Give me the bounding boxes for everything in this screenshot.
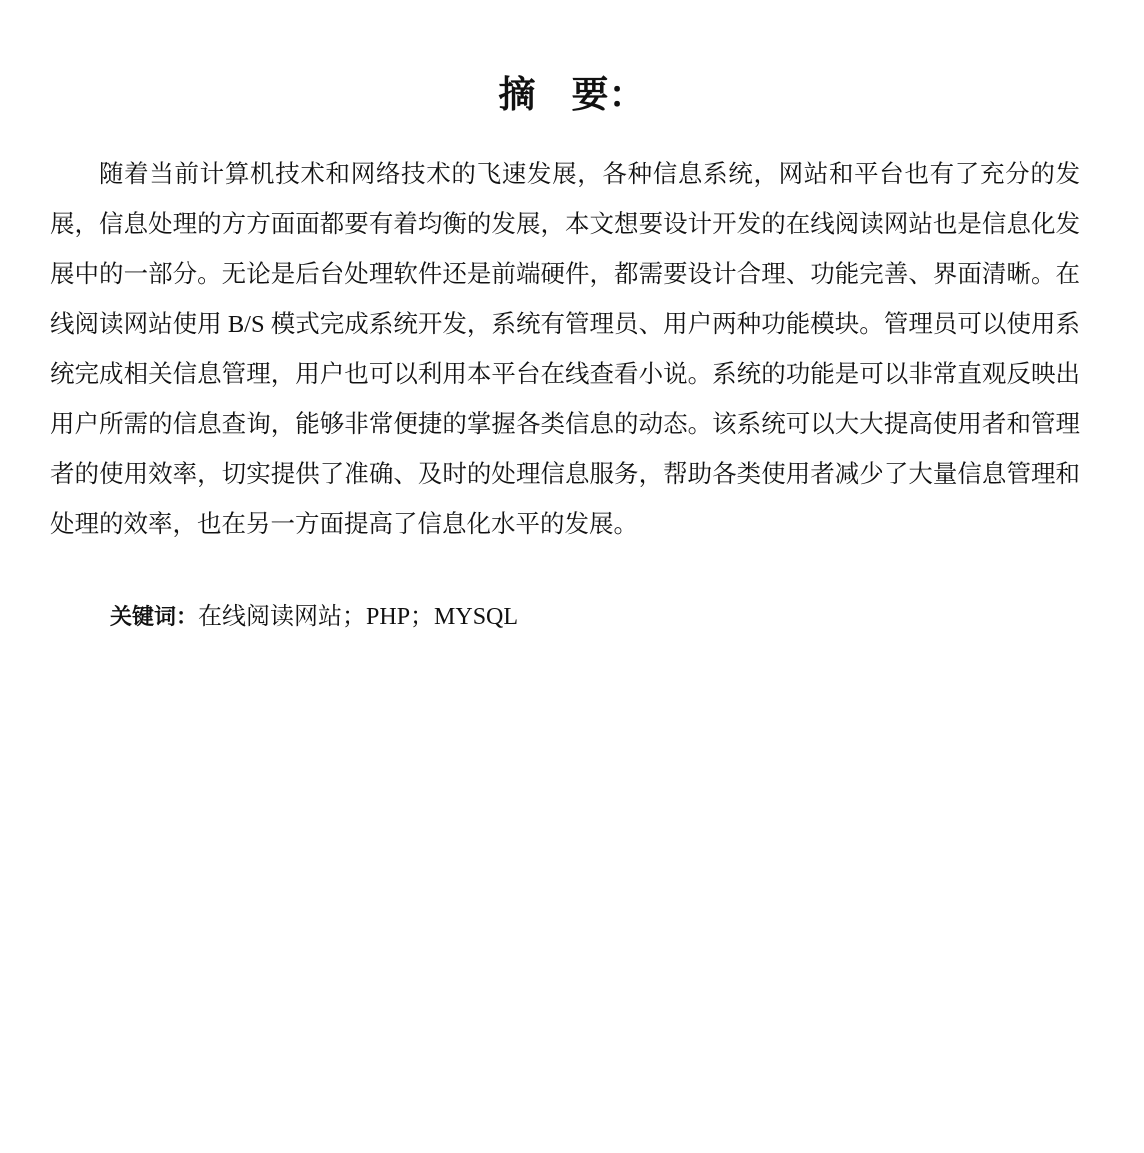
abstract-heading-char-1: 摘 bbox=[498, 72, 536, 116]
keywords-line bbox=[110, 593, 1090, 642]
keywords-list: 在线阅读网站；PHP；MYSQL bbox=[198, 604, 519, 630]
keywords-label: 关键词： bbox=[110, 605, 199, 630]
abstract-heading bbox=[0, 70, 1144, 118]
abstract-paragraph: 随着当前计算机技术和网络技术的飞速发展，各种信息系统，网站和平台也有了充分的发展，信息处理的方方面面都要有着均衡的发展，本文想要设计开发的在线阅读网站也是信息化发展中的一部分。无论是后台处理软件还是前端硬件，都需要设计合理、功能完善、界面清晰。在线阅读网站使用 B/S 模式完成系统开发，系统有管理员、用户两种功能模块。管理员可以使用系统完成相关信息管理，用户也可以利用本平台在线查看小说。系统的功能是可以非常直观反映出用户所需的信息查询，能够非常便捷的掌握各类信息的动态。该系统可以大大提高使用者和管理者的使用效率，切实提供了准确、及时的处理信息服务，帮助各类使用者减少了大量信息管理和处理的效率，也在另一方面提高了信息化水平的发展。 bbox=[50, 161, 1080, 538]
abstract-heading-char-2: 要： bbox=[571, 72, 646, 116]
